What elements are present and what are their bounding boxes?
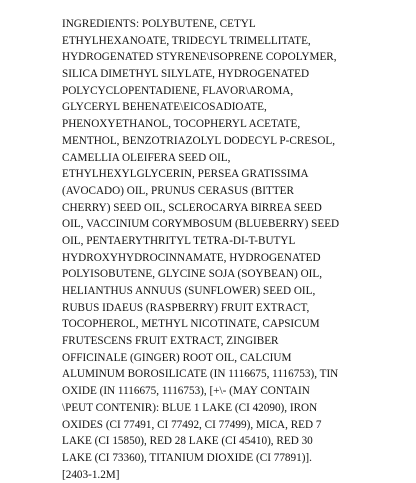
- ingredients-line: HELIANTHUS ANNUUS (SUNFLOWER) SEED OIL,: [62, 285, 316, 297]
- ingredients-line: OFFICINALE (GINGER) ROOT OIL, CALCIUM: [62, 351, 292, 364]
- ingredients-text: [62, 16, 402, 483]
- ingredients-line: \PEUT CONTENIR): BLUE 1 LAKE (CI 42090), IRON: [62, 401, 318, 414]
- ingredients-line: POLYISOBUTENE, GLYCINE SOJA (SOYBEAN) OIL,: [62, 268, 323, 281]
- ingredients-line: FRUTESCENS FRUIT EXTRACT, ZINGIBER: [62, 335, 279, 348]
- ingredients-line: OXIDE (IN 1116675, 1116753), [+\- (MAY CONTAIN: [62, 385, 310, 398]
- ingredients-line: SILICA DIMETHYL SILYLATE, HYDROGENATED: [62, 68, 310, 81]
- ingredients-line: RUBUS IDAEUS (RASPBERRY) FRUIT EXTRACT,: [62, 301, 310, 314]
- ingredients-line: PHENOXYETHANOL, TOCOPHERYL ACETATE,: [62, 118, 301, 131]
- ingredients-line: ALUMINUM BOROSILICATE (IN 1116675, 1116753), TIN: [62, 368, 339, 381]
- ingredients-line: CHERRY) SEED OIL, SCLEROCARYA BIRREA SEED: [62, 201, 322, 214]
- ingredients-line: POLYCYCLOPENTADIENE, FLAVOR\AROMA,: [62, 84, 294, 97]
- ingredients-line: OIL, VACCINIUM CORYMBOSUM (BLUEBERRY) SEED: [62, 218, 340, 231]
- ingredients-line: ETHYLHEXANOATE, TRIDECYL TRIMELLITATE,: [62, 34, 311, 47]
- ingredients-line: TOCOPHEROL, METHYL NICOTINATE, CAPSICUM: [62, 318, 320, 331]
- ingredients-line: HYDROXYHYDROCINNAMATE, HYDROGENATED: [62, 251, 321, 264]
- ingredients-line: LAKE (CI 15850), RED 28 LAKE (CI 45410), RED 30: [62, 435, 313, 448]
- ingredients-line: LAKE (CI 73360), TITANIUM DIOXIDE (CI 77891)].: [62, 451, 312, 464]
- ingredients-line: MENTHOL, BENZOTRIAZOLYL DODECYL P-CRESOL,: [62, 134, 336, 147]
- ingredients-line: OIL, PENTAERYTHRITYL TETRA-DI-T-BUTYL: [62, 234, 296, 247]
- ingredients-line: OXIDES (CI 77491, CI 77492, CI 77499), MICA, RED 7: [62, 418, 322, 431]
- ingredients-line: HYDROGENATED STYRENE\ISOPRENE COPOLYMER,: [62, 51, 337, 64]
- ingredients-line: INGREDIENTS: POLYBUTENE, CETYL: [62, 18, 256, 30]
- ingredients-line: (AVOCADO) OIL, PRUNUS CERASUS (BITTER: [62, 184, 294, 197]
- ingredients-line: CAMELLIA OLEIFERA SEED OIL,: [62, 151, 231, 164]
- ingredients-line: GLYCERYL BEHENATE\EICOSADIOATE,: [62, 101, 267, 114]
- ingredients-line: ETHYLHEXYLGLYCERIN, PERSEA GRATISSIMA: [62, 168, 309, 181]
- ingredients-line: [2403-1.2M]: [62, 468, 120, 481]
